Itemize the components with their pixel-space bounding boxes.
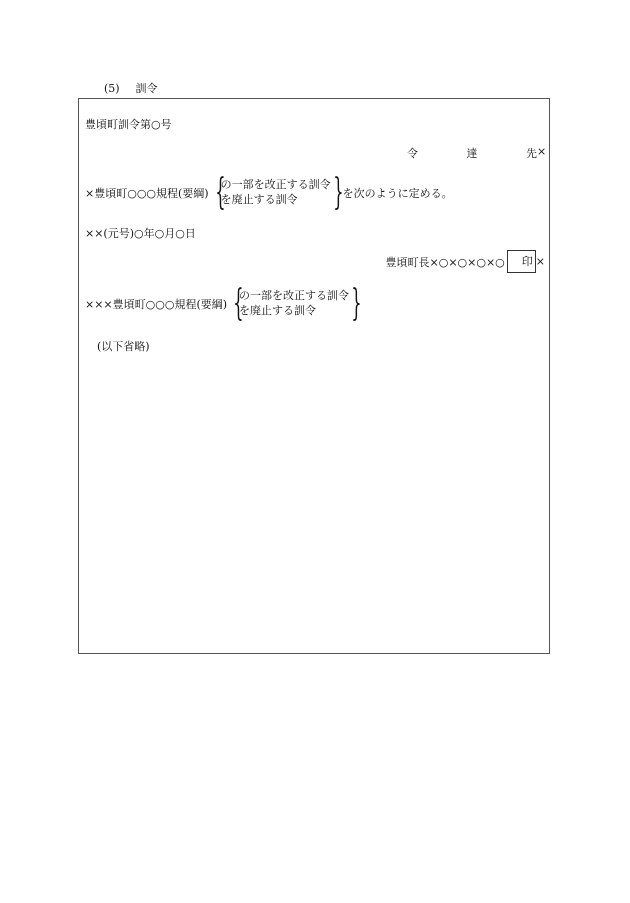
addressee-label [407, 145, 537, 161]
section-heading [104, 80, 158, 96]
option-repeal: を廃止する訓令 [220, 193, 298, 206]
option-list [239, 287, 349, 321]
right-brace: } [332, 172, 344, 213]
signer-end-mark: × [535, 255, 545, 268]
enactment-suffix: を次のように定める。 [342, 187, 453, 200]
addressee-char: 令 [407, 147, 418, 160]
option-brace [213, 172, 344, 213]
option-repeal: を廃止する訓令 [239, 304, 317, 317]
left-brace: { [214, 172, 226, 213]
option-amend: の一部を改正する訓令 [239, 289, 350, 302]
seal-box: 印 [507, 250, 536, 273]
enactment-line [85, 172, 453, 213]
addressee-mark: × [537, 145, 547, 158]
addressee-char: 先 [526, 147, 537, 160]
document-frame [78, 98, 550, 654]
option-amend: の一部を改正する訓令 [220, 178, 331, 191]
option-brace [231, 283, 362, 324]
regulation-name: ×豊頃町○○○規程(要綱) [85, 187, 209, 200]
section-title: 訓令 [135, 82, 158, 95]
addressee-char: 達 [466, 147, 478, 160]
regulation-name: ×××豊頃町○○○規程(要綱) [85, 298, 228, 311]
omission-note: (以下省略) [97, 340, 150, 353]
title-line [85, 283, 362, 324]
signer-name: 豊頃町長×○×○×○×○ [385, 255, 505, 269]
right-brace: } [351, 283, 362, 324]
section-number: (5) [104, 82, 120, 95]
signer-line [386, 250, 545, 273]
left-brace: { [233, 283, 244, 324]
issue-date: ××(元号)○年○月○日 [85, 227, 196, 240]
document-number: 豊頃町訓令第○号 [85, 118, 172, 131]
option-list [221, 176, 331, 210]
